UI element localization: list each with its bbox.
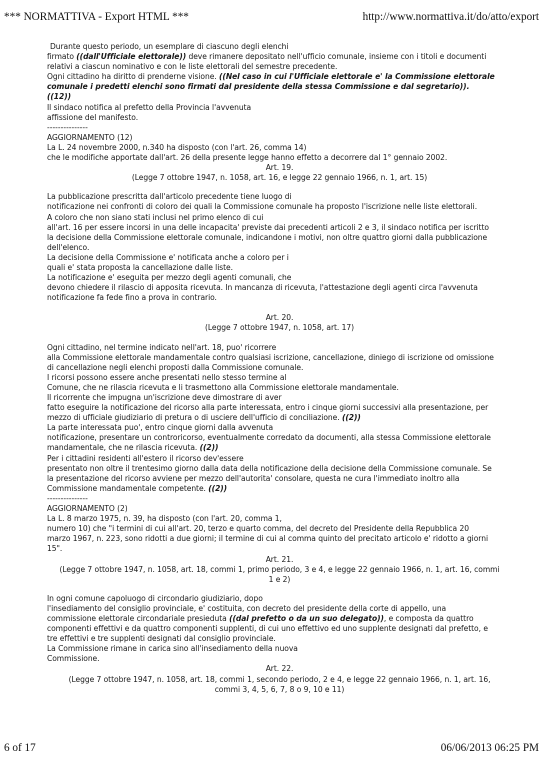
text-line: Per i cittadini residenti all'estero il ricorso dev'essere (47, 453, 244, 463)
text-line: componenti effettivi e da quattro componenti supplenti, di cui uno effettivo ed uno supplente designati dal prefetto, e (47, 624, 488, 634)
text-line: di cancellazione negli elenchi proposti dalla Commissione comunale. (47, 362, 304, 372)
text-line: La decisione della Commissione e' notificata anche a coloro per i (47, 252, 289, 262)
amendment-text: ((dall'Ufficiale elettorale)) (76, 52, 187, 62)
amendment-text: ((Nel caso in cui l'Ufficiale elettorale e' la Commissione elettorale (219, 72, 495, 82)
text-line: tre effettivi e tre supplenti designati dal consiglio provinciale. (47, 634, 276, 644)
article-title: Art. 19. (265, 163, 294, 173)
article-title: Art. 22. (265, 664, 294, 674)
article-reference: (Legge 7 ottobre 1947, n. 1058, art. 18, commi 1, primo periodo, 3 e 4, e legge 22 gennaio 1966, n. 1, art. 16, commi 1 e 2) (59, 564, 500, 584)
divider-dashes: --------------- (47, 122, 88, 132)
text-line: notificazione, presentare un controricorso, eventualmente corredato da documenti, alla stessa Commissione elettorale (47, 433, 491, 443)
text-line: numero 10) che "i termini di cui all'art. 20, terzo e quarto comma, del decreto del Presidente della Repubblica 20 (47, 524, 469, 534)
article-20 (47, 313, 512, 554)
article-title: Art. 20. (265, 313, 294, 323)
amendment-ref: ((2)) (341, 413, 361, 423)
text-line: che le modifiche apportate dall'art. 26 della presente legge hanno effetto a decorrere dal 1° gennaio 2002. (47, 153, 448, 163)
text-line: Durante questo periodo, un esemplare di ciascuno degli elenchi (50, 42, 289, 51)
print-datetime: 06/06/2013 06:25 PM (440, 742, 539, 754)
text-line: relativi a ciascun nominativo e con le liste elettorali del semestre precedente. (47, 62, 338, 72)
text-line: Ogni cittadino, nel termine indicato nell'art. 18, puo' ricorrere (47, 342, 277, 352)
text-line: Commissione. (47, 654, 100, 664)
page-number: 6 of 17 (4, 742, 36, 754)
article-22 (47, 664, 512, 694)
text-line: Il ricorrente che impugna un'iscrizione deve dimostrare di aver (47, 393, 282, 402)
text-line: la decisione della Commissione elettorale comunale, indicandone i motivi, non oltre quattro giorni dalla pubblicazione (47, 232, 488, 242)
text-line: notificazione fa fede fino a prova in contrario. (47, 293, 217, 303)
text-line: commissione elettorale circondariale presieduta ((dal prefetto o da un suo delegato)), e composta da quattro (47, 613, 474, 623)
art18-continuation (47, 42, 512, 163)
text-line: La L. 24 novembre 2000, n.340 ha disposto (con l'art. 26, comma 14) (47, 142, 307, 152)
article-reference: (Legge 7 ottobre 1947, n. 1058, art. 18, commi 1, secondo periodo, 2 e 4, e legge 22 gennaio 1966, n. 1, art. 16, commi 3, 4, 5, 6, 7, 8 o 9, 10 e 11) (68, 674, 491, 694)
text-line: devono chiedere il rilascio di apposita ricevuta. In mancanza di ricevuta, l'attestazione degli agenti circa l'avvenuta (47, 283, 478, 293)
text-line: firmato ((dall'Ufficiale elettorale)) deve rimanere depositato nell'ufficio comunale, insieme con i titoli e documenti (47, 52, 487, 62)
article-reference: (Legge 7 ottobre 1947, n. 1058, art. 16, e legge 22 gennaio 1966, n. 1, art. 15) (131, 173, 428, 183)
text-line: marzo 1967, n. 223, sono ridotti a due giorni; il termine di cui al comma quinto del precitato articolo e' ridotto a giorni (47, 534, 489, 544)
page-header (4, 11, 539, 25)
text-line: dell'elenco. (47, 242, 90, 252)
text-line: Commissione mandamentale competente. ((2)) (47, 483, 228, 493)
text-line: Ogni cittadino ha diritto di prenderne visione. ((Nel caso in cui l'Ufficiale elettorale e' la Commissione elettorale (47, 72, 495, 82)
text-line: alla Commissione elettorale mandamentale contro qualsiasi iscrizione, cancellazione, diniego di iscrizione od omissione (47, 352, 494, 362)
document-body (47, 42, 512, 695)
text-line: Comune, che ne rilascia ricevuta e li trasmettono alla Commissione elettorale mandamentale. (47, 382, 399, 392)
update-heading: AGGIORNAMENTO (12) (47, 132, 133, 142)
text-line: In ogni comune capoluogo di circondario giudiziario, dopo (47, 593, 263, 603)
article-title: Art. 21. (265, 554, 294, 564)
text-line: fatto eseguire la notificazione del ricorso alla parte interessata, entro i cinque giorni successivi alla presentazione, per (47, 403, 489, 413)
text-line: I ricorsi possono essere anche presentati nello stesso termine al (47, 372, 287, 382)
update-heading: AGGIORNAMENTO (2) (47, 504, 128, 514)
text-line: La pubblicazione prescritta dall'articolo precedente tiene luogo di (47, 192, 292, 202)
text-line: quali e' stata proposta la cancellazione dalle liste. (47, 262, 233, 272)
article-reference: (Legge 7 ottobre 1947, n. 1058, art. 17) (204, 323, 355, 333)
text-line: affissione del manifesto. (47, 112, 139, 122)
text-line: la presentazione del ricorso avviene per mezzo dell'autorita' consolare, questa ne cura l'immediato inoltro alla (47, 473, 460, 483)
header-title: *** NORMATTIVA - Export HTML *** (4, 11, 189, 23)
article-19 (47, 163, 512, 303)
text-line: l'insediamento del consiglio provinciale, e' costituita, con decreto del presidente della corte di appello, una (47, 603, 447, 613)
divider-dashes: --------------- (47, 493, 88, 503)
amendment-text: ((dal prefetto o da un suo delegato)) (229, 613, 384, 623)
text-line: notificazione nei confronti di coloro dei quali la Commissione comunale ha proposto l'iscrizione nelle liste elettorali. (47, 202, 478, 212)
text-line: mezzo di ufficiale giudiziario di pretura o di usciere dell'ufficio di conciliazione. ((2)) (47, 413, 361, 423)
text-line: all'art. 16 per essere incorsi in una delle incapacita' previste dai precedenti articoli 2 e 3, il sindaco notifica per iscritto (47, 222, 489, 232)
page-footer (4, 742, 539, 756)
text-line: La parte interessata puo', entro cinque giorni dalla avvenuta (47, 423, 274, 433)
amendment-ref: ((2)) (199, 443, 219, 453)
amendment-ref: ((2)) (208, 483, 228, 493)
header-url: http://www.normattiva.it/do/atto/export (362, 11, 539, 23)
article-21 (47, 555, 512, 665)
text-line: La Commissione rimane in carica sino all'insediamento della nuova (47, 644, 298, 654)
text-line: La L. 8 marzo 1975, n. 39, ha disposto (con l'art. 20, comma 1, (47, 514, 282, 524)
text-line: Il sindaco notifica al prefetto della Provincia l'avvenuta (47, 102, 252, 112)
text-line: 15". (47, 544, 63, 554)
text-line: mandamentale, che ne rilascia ricevuta. ((2)) (47, 443, 219, 453)
text-line: presentato non oltre il trentesimo giorno dalla data della notificazione della decisione della Commissione comunale. Se (47, 463, 492, 473)
amendment-ref: ((12)) (47, 92, 71, 102)
amendment-text: comunale i predetti elenchi sono firmati dal presidente della stessa Commissione e dal segretario)). (47, 82, 470, 92)
text-line: A coloro che non siano stati inclusi nel primo elenco di cui (47, 212, 264, 222)
text-line: La notificazione e' eseguita per mezzo degli agenti comunali, che (47, 273, 292, 283)
